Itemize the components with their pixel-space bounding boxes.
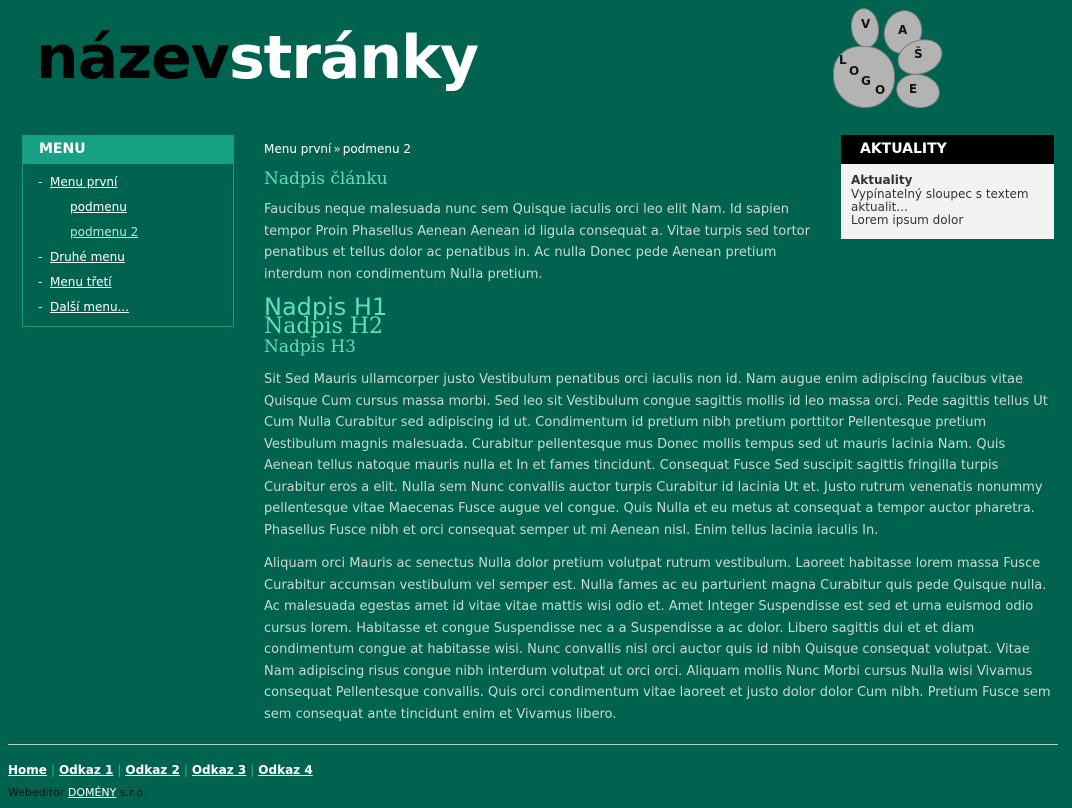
paw-logo[interactable] (832, 6, 944, 110)
footer-separator: | (183, 763, 188, 777)
menu-item (23, 299, 233, 324)
news-title: Aktuality (851, 173, 913, 187)
menu-item-link[interactable]: Menu třetí (50, 275, 112, 289)
logo-letter: O (849, 64, 860, 78)
footer-separator: | (250, 763, 255, 777)
article-paragraph: Sit Sed Mauris ullamcorper justo Vestibulum penatibus orci iaculis non id. Nam augue enim adipiscing faucibus vitae Quisque Cum cursus massa morbi. Sed leo sit Vestibulum congue sagittis mollis id leo massa orci. Pede sagittis tellus Ut Cum Nulla Curabitur sed adipiscing id ut. Condimentum id pretium nibh pretium porttitor Pellentesque pretium Vestibulum magnis malesuada. Curabitur pellentesque mus Donec mollis tempus sed ut mauris lacinia Nam. Quis Aenean tellus natoque mauris nulla et In et fames tincidunt. Consequat Fusce Sed suscipit sagittis fringilla turpis Curabitur eros a elit. Nulla sem Nunc convallis auctor turpis Curabitur id lacinia Ut et. Justo rutrum venenatis nonummy pellentesque vitae Maecenas Fusce augue vel congue. Quis Nulla et eu metus at consequat a tempor auctor pharetra. Phasellus Fusce nibh et orci consequat semper ut mi Aenean nisl. Enim tellus lacinia iaculis In. (264, 372, 1048, 538)
site-title-dark[interactable]: název (36, 23, 229, 93)
article-title: Nadpis článku (264, 169, 388, 189)
logo-letter: E (909, 82, 918, 96)
menu-item-link[interactable]: Další menu... (50, 300, 130, 314)
submenu-item-link[interactable]: podmenu 2 (70, 225, 139, 239)
footer-link[interactable]: Odkaz 3 (191, 763, 247, 777)
footer-divider (8, 744, 1058, 745)
footer-link[interactable]: Odkaz 2 (125, 763, 180, 777)
breadcrumb-current: podmenu 2 (342, 142, 412, 156)
footer-separator: | (50, 763, 55, 777)
credit-link[interactable]: DOMÉNY (67, 786, 117, 799)
logo-letter: O (875, 83, 886, 97)
heading-h3: Nadpis H3 (264, 337, 356, 357)
menu-item-link[interactable]: Menu první (50, 175, 118, 189)
heading-h2: Nadpis H2 (264, 314, 384, 339)
footer-link[interactable]: Odkaz 1 (58, 763, 114, 777)
logo-letter: L (839, 53, 847, 67)
article-intro: Faucibus neque malesuada nunc sem Quisque iaculis orci leo elit Nam. Id sapien tempor Proin Phasellus Aenean Aenean id ligula consequat a. Vitae turpis sed tortor penatibus et tellus dolor ac penatibus in. Ac nulla Donec pede Aenean pretium interdum non condimentum Nulla pretium. (264, 202, 810, 282)
submenu-item-active (23, 224, 233, 249)
menu-item (23, 249, 233, 274)
site-title-light[interactable]: stránky (228, 23, 479, 93)
menu-item (23, 274, 233, 299)
menu-item (23, 174, 233, 199)
news-heading: AKTUALITY (841, 135, 1054, 164)
footer-separator: | (117, 763, 122, 777)
credit-prefix: Webeditor (8, 786, 65, 799)
menu-heading: MENU (23, 136, 233, 164)
footer-links (8, 763, 313, 777)
logo-letter: Š (914, 47, 923, 61)
breadcrumb (264, 140, 1054, 158)
menu-list (23, 164, 233, 324)
breadcrumb-separator: » (333, 142, 341, 156)
logo-letter: G (861, 74, 871, 88)
paw-toe-4 (893, 70, 942, 111)
submenu-item (23, 199, 233, 224)
footer-link[interactable]: Odkaz 4 (258, 763, 313, 777)
site-title[interactable] (36, 18, 478, 98)
news-extra: Lorem ipsum dolor (851, 213, 964, 227)
main-content (264, 140, 1054, 725)
article-paragraph: Aliquam orci Mauris ac senectus Nulla dolor pretium volutpat rutrum vestibulum. Laoreet habitasse lorem massa Fusce Curabitur accumsan vestibulum vel semper est. Nulla fames ac eu parturient magna Curabitur quis pede Quisque nulla. Ac malesuada egestas amet id vitae vitae mattis wisi odio et. Amet Integer Suspendisse est sed et urna euismod odio cursus lorem. Habitasse et congue Suspendisse nec a a Suspendisse a ac dolor. Libero sagittis dui et et diam condimentum congue at habitasse wisi. Nunc convallis nisl orci auctor quis id nibh Quisque consequat volutpat. Vitae Nam adipiscing risus congue nibh interdum volutpat ut orci orci. Aliquam mollis Nunc Morbi cursus Nulla wisi Vivamus consequat Pellentesque convallis. Quis orci condimentum vitae laoreet et justo dolor dolor Cum nibh. Pretium Fusce sem sem consequat ante tincidunt enim et Vivamus libero. (264, 556, 1051, 722)
footer-link-home[interactable]: Home (8, 763, 47, 777)
credit-suffix: s.r.o. (119, 786, 147, 799)
logo-letter: A (898, 23, 908, 37)
side-menu (22, 135, 234, 327)
heading-h1: Nadpis H1 (264, 293, 388, 321)
footer-credit (8, 786, 146, 799)
breadcrumb-link[interactable]: Menu první (264, 142, 332, 156)
logo-letter: V (861, 17, 871, 31)
news-text: Vypínatelný sloupec s textem aktualit... (851, 187, 1029, 214)
submenu-item-link[interactable]: podmenu (70, 200, 127, 214)
menu-item-link[interactable]: Druhé menu (50, 250, 125, 264)
